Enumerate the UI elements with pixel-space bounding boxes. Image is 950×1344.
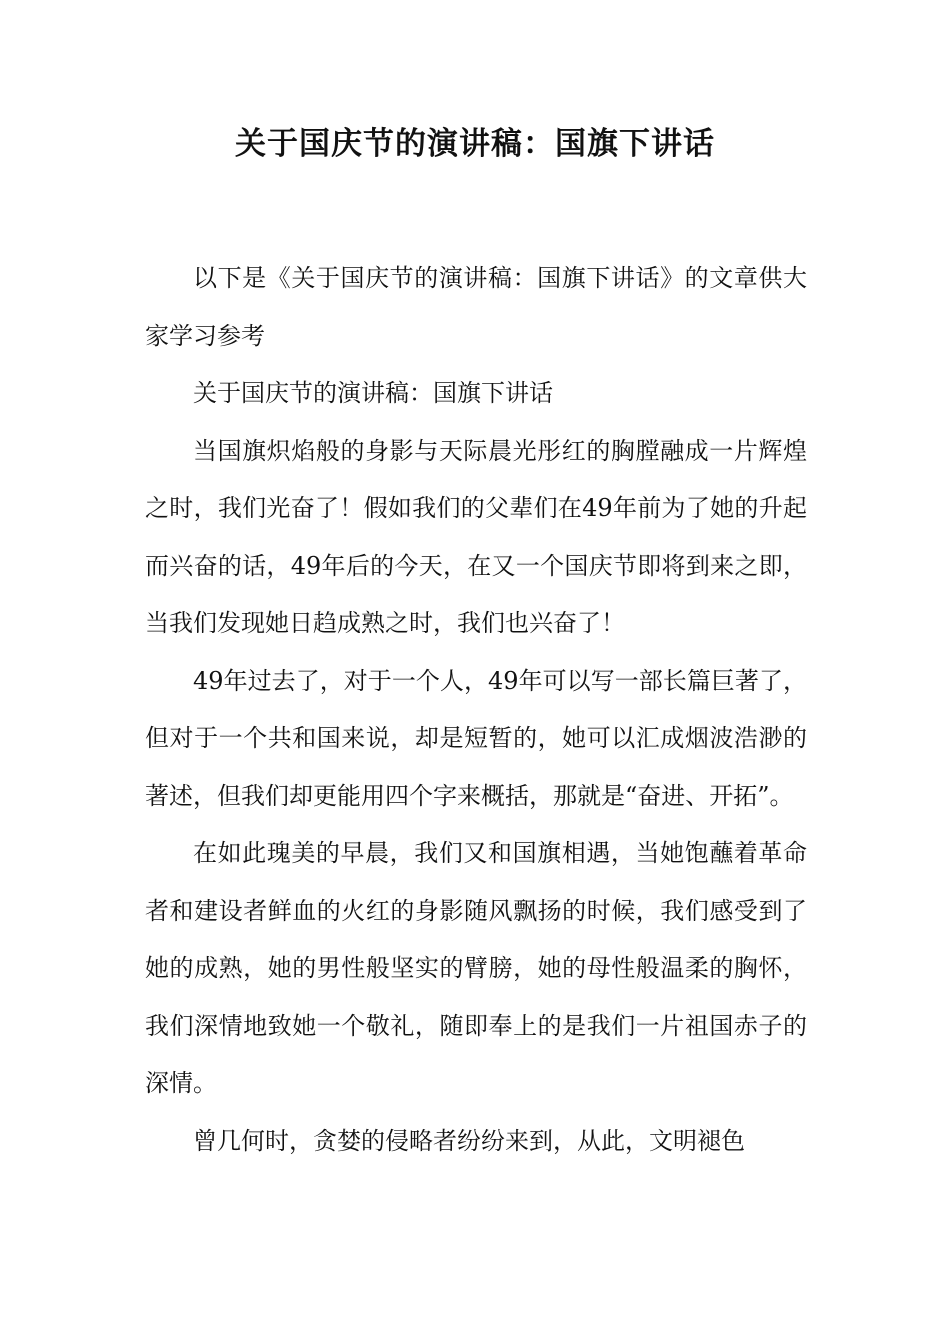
paragraph: 49年过去了，对于一个人，49年可以写一部长篇巨著了，但对于一个共和国来说，却是短暂的，她可以汇成烟波浩渺的著述，但我们却更能用四个字来概括，那就是“奋进、开拓”。 [145,666,807,810]
paragraph: 在如此瑰美的早晨，我们又和国旗相遇，当她饱蘸着革命者和建设者鲜血的火红的身影随风飘扬的时候，我们感受到了她的成熟，她的男性般坚实的臂膀，她的母性般温柔的胸怀，我们深情地致她一个敬礼，随即奉上的是我们一片祖国赤子的深情。 [145,839,807,1097]
paragraph: 曾几何时，贪婪的侵略者纷纷来到，从此，文明褪色 [193,1126,745,1155]
paragraph: 当国旗炽焰般的身影与天际晨光彤红的胸膛融成一片辉煌之时，我们光奋了！假如我们的父辈们在49年前为了她的升起而兴奋的话，49年后的今天，在又一个国庆节即将到来之即，当我们发现她日趋成熟之时，我们也兴奋了！ [145,436,807,637]
document-title: 关于国庆节的演讲稿：国旗下讲话 [235,126,715,162]
paragraph-subtitle: 关于国庆节的演讲稿：国旗下讲话 [193,379,553,407]
paragraph-intro: 以下是《关于国庆节的演讲稿：国旗下讲话》的文章供大家学习参考 [145,264,807,350]
document-body [145,250,807,1170]
